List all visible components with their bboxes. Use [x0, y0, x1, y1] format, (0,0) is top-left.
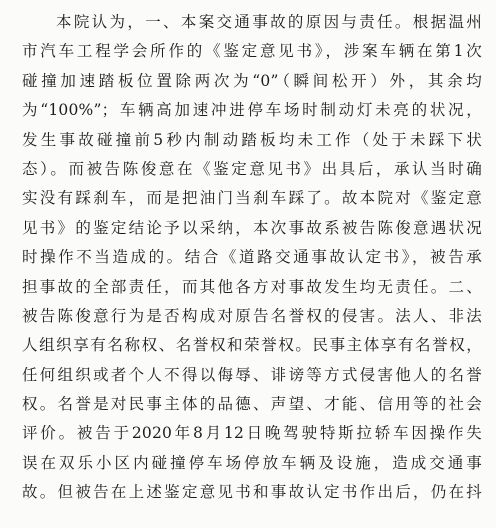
text-line: 时操作不当造成的。结合《道路交通事故认定书》，被告承 [22, 248, 482, 267]
text-line: 权。名誉是对民事主体的品德、声望、才能、信用等的社会 [22, 395, 482, 414]
document-body [22, 8, 482, 508]
text-line: 评价。被告于2020年8月12日晚驾驶特斯拉轿车因操作失 [22, 424, 482, 443]
text-line: 为“100%”；车辆高加速冲进停车场时制动灯未亮的状况， [22, 101, 482, 120]
text-line: 实没有踩刹车，而是把油门当刹车踩了。故本院对《鉴定意 [22, 189, 482, 208]
text-line: 本院认为，一、本案交通事故的原因与责任。根据温州 [56, 13, 482, 31]
text-line: 碰撞加速踏板位置除两次为“0”（瞬间松开）外，其余均 [22, 71, 482, 90]
text-line: 发生事故碰撞前5秒内制动踏板均未工作（处于未踩下状 [22, 130, 482, 149]
text-line: 误在双乐小区内碰撞停车场停放车辆及设施，造成交通事 [22, 453, 482, 472]
text-line: 市汽车工程学会所作的《鉴定意见书》，涉案车辆在第1次 [22, 42, 482, 61]
text-line: 态）。而被告陈俊意在《鉴定意见书》出具后，承认当时确 [22, 159, 482, 178]
text-line: 见书》的鉴定结论予以采纳，本次事故系被告陈俊意遇状况 [22, 218, 482, 237]
text-line: 被告陈俊意行为是否构成对原告名誉权的侵害。法人、非法 [22, 306, 482, 325]
text-line: 人组织享有名称权、名誉权和荣誉权。民事主体享有名誉权， [22, 336, 482, 355]
text-line: 担事故的全部责任，而其他各方对事故发生均无责任。二、 [22, 277, 482, 296]
text-line: 故。但被告在上述鉴定意见书和事故认定书作出后，仍在抖 [22, 483, 482, 502]
text-line: 任何组织或者个人不得以侮辱、诽谤等方式侵害他人的名誉 [22, 365, 482, 384]
